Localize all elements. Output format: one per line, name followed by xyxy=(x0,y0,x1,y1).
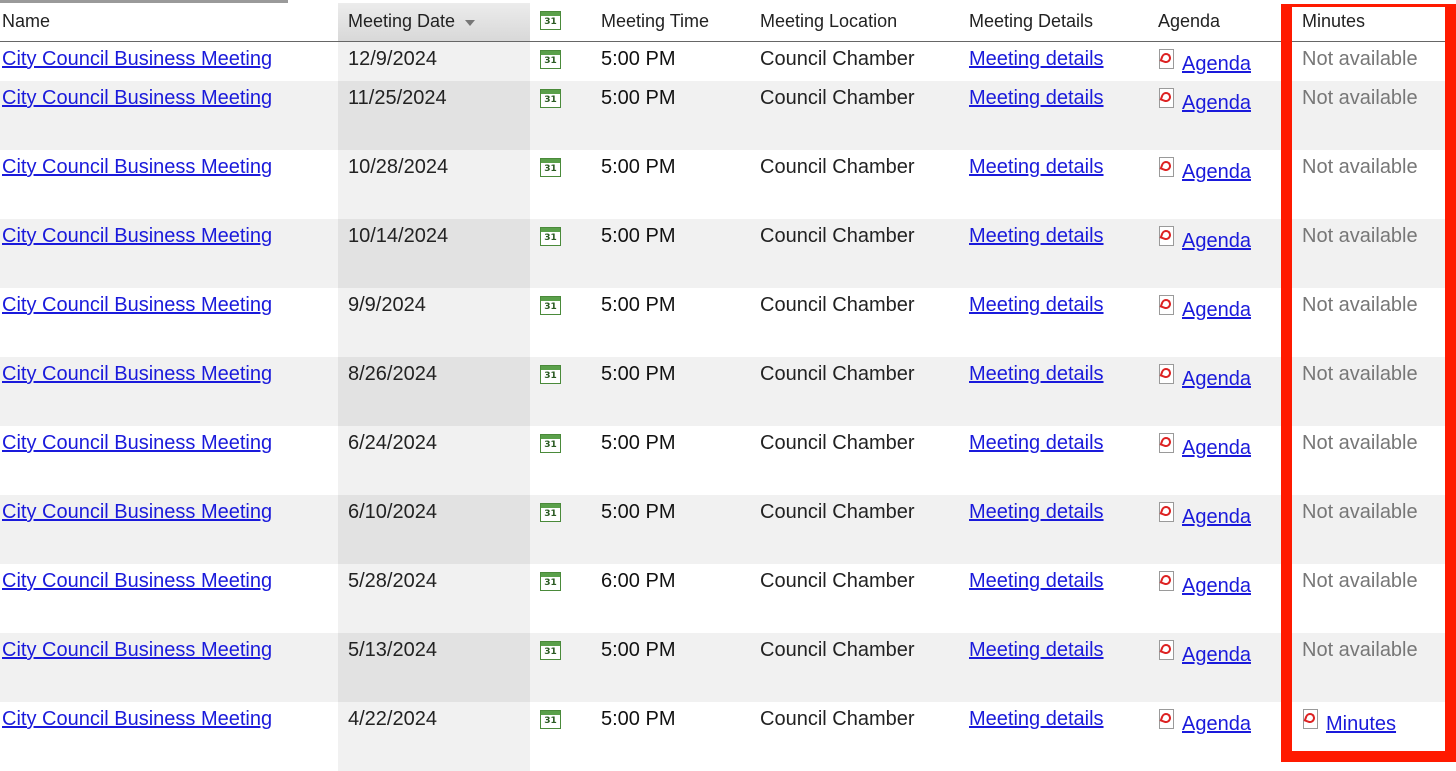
minutes-status: Not available xyxy=(1302,501,1418,523)
agenda-cell xyxy=(1148,426,1272,495)
meeting-date-cell: 4/22/2024 xyxy=(338,702,530,771)
meeting-date-cell: 12/9/2024 xyxy=(338,41,530,81)
calendar-icon[interactable] xyxy=(540,158,561,177)
meeting-time-cell: 5:00 PM xyxy=(591,495,750,564)
calendar-icon xyxy=(540,11,561,30)
meetings-table xyxy=(0,3,1456,771)
minutes-cell xyxy=(1272,495,1456,564)
meeting-details-cell xyxy=(959,702,1148,771)
pdf-icon[interactable] xyxy=(1158,226,1176,247)
meeting-location-cell: Council Chamber xyxy=(760,432,915,454)
column-header-label: Meeting Date xyxy=(348,11,456,32)
name-cell xyxy=(0,219,338,288)
name-cell xyxy=(0,633,338,702)
meeting-location-cell: Council Chamber xyxy=(760,156,915,178)
name-cell xyxy=(0,357,338,426)
calendar-icon-day: 31 xyxy=(544,440,557,450)
agenda-link[interactable]: Agenda xyxy=(1182,368,1251,390)
table-row xyxy=(0,150,1456,219)
agenda-cell xyxy=(1148,288,1272,357)
pdf-icon[interactable] xyxy=(1158,295,1176,316)
meeting-time-cell: 5:00 PM xyxy=(601,156,676,178)
table-row xyxy=(0,219,1456,288)
meeting-details-cell xyxy=(959,495,1148,564)
table-row xyxy=(0,495,1456,564)
meeting-details-link[interactable]: Meeting details xyxy=(969,87,1104,109)
meeting-time-cell: 5:00 PM xyxy=(591,357,750,426)
agenda-cell xyxy=(1148,150,1272,219)
agenda-link[interactable]: Agenda xyxy=(1182,161,1251,183)
meeting-details-cell xyxy=(959,219,1148,288)
meeting-date-cell: 6/10/2024 xyxy=(338,495,530,564)
agenda-cell xyxy=(1148,81,1272,150)
name-cell xyxy=(0,150,338,219)
agenda-cell xyxy=(1148,41,1272,81)
meeting-location-cell: Council Chamber xyxy=(750,357,959,426)
agenda-cell xyxy=(1148,219,1272,288)
pdf-icon[interactable] xyxy=(1302,709,1320,730)
meeting-time-cell: 5:00 PM xyxy=(601,294,676,316)
agenda-cell xyxy=(1148,495,1272,564)
table-row xyxy=(0,633,1456,702)
minutes-cell xyxy=(1272,633,1456,702)
minutes-cell xyxy=(1272,219,1456,288)
agenda-link[interactable]: Agenda xyxy=(1182,713,1251,735)
meeting-time-cell: 6:00 PM xyxy=(601,570,676,592)
column-header-agenda[interactable] xyxy=(1148,3,1272,41)
agenda-link[interactable]: Agenda xyxy=(1182,506,1251,528)
minutes-cell xyxy=(1272,426,1456,495)
meeting-details-link[interactable]: Meeting details xyxy=(969,47,1104,70)
calendar-icon-day: 31 xyxy=(544,647,557,657)
calendar-cell xyxy=(530,288,591,357)
table-row xyxy=(0,702,1456,771)
pdf-icon[interactable] xyxy=(1158,49,1176,70)
agenda-cell xyxy=(1148,633,1272,702)
minutes-cell xyxy=(1272,288,1456,357)
meeting-details-cell xyxy=(959,288,1148,357)
agenda-link[interactable]: Agenda xyxy=(1182,92,1251,114)
agenda-link[interactable]: Agenda xyxy=(1182,230,1251,252)
meeting-details-link[interactable]: Meeting details xyxy=(969,432,1104,454)
name-cell xyxy=(0,81,338,150)
name-cell xyxy=(0,495,338,564)
pdf-icon[interactable] xyxy=(1158,502,1176,523)
name-cell xyxy=(0,702,338,771)
calendar-icon[interactable] xyxy=(540,89,561,108)
calendar-cell xyxy=(530,357,591,426)
pdf-icon[interactable] xyxy=(1158,88,1176,109)
meeting-details-link[interactable]: Meeting details xyxy=(969,156,1104,178)
meeting-name-link[interactable]: City Council Business Meeting xyxy=(2,432,273,454)
calendar-icon-day: 31 xyxy=(544,55,557,66)
pdf-icon[interactable] xyxy=(1158,571,1176,592)
meeting-details-cell xyxy=(959,357,1148,426)
column-header-label: Agenda xyxy=(1158,11,1221,32)
column-header-calendar[interactable] xyxy=(530,3,591,41)
pdf-icon[interactable] xyxy=(1158,157,1176,178)
minutes-cell xyxy=(1272,702,1456,771)
name-cell xyxy=(0,564,338,633)
calendar-icon-day: 31 xyxy=(544,233,557,243)
agenda-cell xyxy=(1148,357,1272,426)
meeting-name-link[interactable]: City Council Business Meeting xyxy=(2,639,273,661)
column-header-meeting-details[interactable] xyxy=(959,3,1148,41)
agenda-link[interactable]: Agenda xyxy=(1182,299,1251,321)
calendar-icon[interactable] xyxy=(540,503,561,522)
meeting-date-cell: 11/25/2024 xyxy=(338,81,530,150)
calendar-icon[interactable] xyxy=(540,572,561,591)
meeting-name-link[interactable]: City Council Business Meeting xyxy=(2,156,273,178)
meeting-date-cell: 5/13/2024 xyxy=(338,633,530,702)
meeting-details-cell xyxy=(959,426,1148,495)
column-header-label: Name xyxy=(2,11,51,32)
meeting-details-cell xyxy=(959,633,1148,702)
minutes-status: Not available xyxy=(1302,47,1418,70)
meeting-time-cell: 5:00 PM xyxy=(601,708,676,730)
meeting-details-cell xyxy=(959,41,1148,81)
calendar-cell xyxy=(530,702,591,771)
meeting-time-cell: 5:00 PM xyxy=(591,81,750,150)
name-cell xyxy=(0,288,338,357)
meeting-date-cell: 9/9/2024 xyxy=(338,288,530,357)
meeting-name-link[interactable]: City Council Business Meeting xyxy=(2,708,273,730)
pdf-icon[interactable] xyxy=(1158,364,1176,385)
minutes-status: Not available xyxy=(1302,156,1418,178)
meeting-details-link[interactable]: Meeting details xyxy=(969,501,1104,523)
meeting-details-link[interactable]: Meeting details xyxy=(969,363,1104,385)
meeting-time-cell: 5:00 PM xyxy=(591,633,750,702)
table-row xyxy=(0,357,1456,426)
pdf-icon[interactable] xyxy=(1158,433,1176,454)
meeting-location-cell: Council Chamber xyxy=(750,219,959,288)
calendar-icon[interactable] xyxy=(540,641,561,660)
meeting-location-cell: Council Chamber xyxy=(750,81,959,150)
pdf-icon[interactable] xyxy=(1158,640,1176,661)
calendar-cell xyxy=(530,564,591,633)
minutes-status: Not available xyxy=(1302,87,1418,109)
meeting-location-cell: Council Chamber xyxy=(760,294,915,316)
minutes-cell xyxy=(1272,41,1456,81)
meeting-time-cell: 5:00 PM xyxy=(601,47,676,70)
minutes-cell xyxy=(1272,81,1456,150)
calendar-icon-day: 31 xyxy=(544,16,557,27)
minutes-cell xyxy=(1272,564,1456,633)
meeting-name-link[interactable]: City Council Business Meeting xyxy=(2,294,273,316)
calendar-icon-day: 31 xyxy=(544,509,557,519)
meeting-date-cell: 8/26/2024 xyxy=(338,357,530,426)
minutes-status: Not available xyxy=(1302,570,1418,592)
calendar-icon-day: 31 xyxy=(544,578,557,588)
meeting-name-link[interactable]: City Council Business Meeting xyxy=(2,501,273,523)
column-header-meeting-date[interactable] xyxy=(338,3,530,41)
meeting-details-cell xyxy=(959,150,1148,219)
minutes-status: Not available xyxy=(1302,639,1418,661)
meeting-location-cell: Council Chamber xyxy=(750,633,959,702)
table-row xyxy=(0,564,1456,633)
column-header-label: Meeting Location xyxy=(760,11,898,32)
table-header-row xyxy=(0,3,1456,41)
column-header-label: Meeting Time xyxy=(601,11,710,32)
meeting-name-link[interactable]: City Council Business Meeting xyxy=(2,570,273,592)
column-header-meeting-location[interactable] xyxy=(750,3,959,41)
calendar-icon[interactable] xyxy=(540,227,561,246)
meeting-name-link[interactable]: City Council Business Meeting xyxy=(2,363,273,385)
calendar-icon-day: 31 xyxy=(544,302,557,312)
agenda-link[interactable]: Agenda xyxy=(1182,52,1251,75)
calendar-icon[interactable] xyxy=(540,434,561,453)
calendar-icon[interactable] xyxy=(540,365,561,384)
calendar-icon-day: 31 xyxy=(544,95,557,105)
table-row xyxy=(0,41,1456,81)
meeting-time-cell: 5:00 PM xyxy=(601,432,676,454)
meeting-name-link[interactable]: City Council Business Meeting xyxy=(2,47,273,70)
table-row xyxy=(0,81,1456,150)
table-row xyxy=(0,288,1456,357)
meeting-date-cell: 5/28/2024 xyxy=(338,564,530,633)
calendar-cell xyxy=(530,633,591,702)
calendar-icon-day: 31 xyxy=(544,371,557,381)
calendar-cell xyxy=(530,426,591,495)
column-header-name[interactable] xyxy=(0,3,338,41)
minutes-status: Not available xyxy=(1302,225,1418,247)
calendar-icon-day: 31 xyxy=(544,164,557,174)
meeting-time-cell: 5:00 PM xyxy=(591,219,750,288)
meeting-date-cell: 6/24/2024 xyxy=(338,426,530,495)
calendar-cell xyxy=(530,495,591,564)
column-header-meeting-time[interactable] xyxy=(591,3,750,41)
meeting-location-cell: Council Chamber xyxy=(760,570,915,592)
meeting-location-cell: Council Chamber xyxy=(750,495,959,564)
calendar-icon-day: 31 xyxy=(544,716,557,726)
agenda-cell xyxy=(1148,702,1272,771)
minutes-status: Not available xyxy=(1302,432,1418,454)
agenda-cell xyxy=(1148,564,1272,633)
meeting-date-cell: 10/14/2024 xyxy=(338,219,530,288)
meeting-name-link[interactable]: City Council Business Meeting xyxy=(2,87,273,109)
minutes-cell xyxy=(1272,357,1456,426)
meeting-details-link[interactable]: Meeting details xyxy=(969,225,1104,247)
name-cell xyxy=(0,426,338,495)
calendar-cell xyxy=(530,219,591,288)
calendar-icon[interactable] xyxy=(540,296,561,315)
calendar-cell xyxy=(530,41,591,81)
meeting-details-cell xyxy=(959,564,1148,633)
column-header-label: Minutes xyxy=(1302,11,1366,32)
meeting-details-link[interactable]: Meeting details xyxy=(969,708,1104,730)
name-cell xyxy=(0,41,338,81)
table-row xyxy=(0,426,1456,495)
meeting-details-link[interactable]: Meeting details xyxy=(969,639,1104,661)
minutes-cell xyxy=(1272,150,1456,219)
minutes-status: Not available xyxy=(1302,294,1418,316)
pdf-icon[interactable] xyxy=(1158,709,1176,730)
meeting-location-cell: Council Chamber xyxy=(760,47,915,70)
agenda-link[interactable]: Agenda xyxy=(1182,575,1251,597)
meeting-details-cell xyxy=(959,81,1148,150)
meeting-location-cell: Council Chamber xyxy=(760,708,915,730)
agenda-link[interactable]: Agenda xyxy=(1182,644,1251,666)
meeting-details-link[interactable]: Meeting details xyxy=(969,294,1104,316)
calendar-cell xyxy=(530,81,591,150)
meeting-date-cell: 10/28/2024 xyxy=(338,150,530,219)
meeting-name-link[interactable]: City Council Business Meeting xyxy=(2,225,273,247)
sort-descending-icon[interactable] xyxy=(465,20,475,26)
minutes-status: Not available xyxy=(1302,363,1418,385)
meeting-details-link[interactable]: Meeting details xyxy=(969,570,1104,592)
minutes-link[interactable]: Minutes xyxy=(1326,713,1397,735)
calendar-icon[interactable] xyxy=(540,710,561,729)
calendar-cell xyxy=(530,150,591,219)
column-header-label: Meeting Details xyxy=(969,11,1094,32)
agenda-link[interactable]: Agenda xyxy=(1182,437,1251,459)
column-header-minutes[interactable] xyxy=(1272,3,1456,41)
calendar-icon[interactable] xyxy=(540,50,561,69)
